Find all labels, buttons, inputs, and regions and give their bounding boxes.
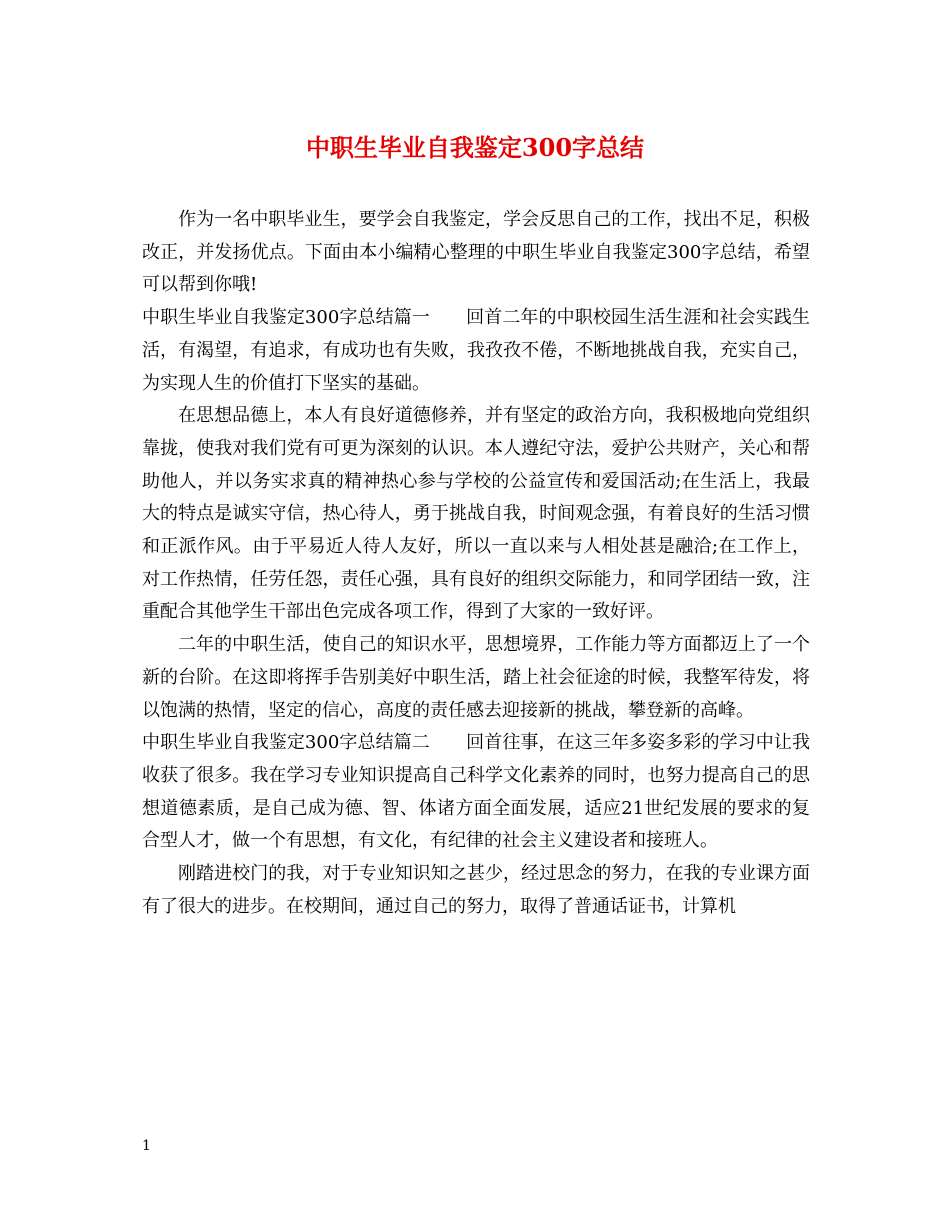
document-title: 中职生毕业自我鉴定300字总结 [305,133,645,162]
paragraph-section-two: 中职生毕业自我鉴定300字总结篇二 回首往事，在这三年多姿多彩的学习中让我收获了很多。我在学习专业知识提高自己科学文化素养的同时，也努力提高自己的思想道德素质，是自己成为德、智、体诸方面全面发展，适应21世纪发展的要求的复合型人才，做一个有思想，有文化，有纪律的社会主义建设者和接班人。 [142,732,810,852]
document-body [142,204,810,923]
paragraph-intro: 作为一名中职毕业生，要学会自我鉴定，学会反思自己的工作，找出不足，积极改正，并发扬优点。下面由本小编精心整理的中职生毕业自我鉴定300字总结，希望可以帮到你哦! [142,209,810,296]
paragraph-entering-school: 刚踏进校门的我，对于专业知识知之甚少，经过思念的努力，在我的专业课方面有了很大的进步。在校期间，通过自己的努力，取得了普通话证书，计算机 [142,863,810,917]
paragraph-two-years: 二年的中职生活，使自己的知识水平，思想境界，工作能力等方面都迈上了一个新的台阶。在这即将挥手告别美好中职生活，踏上社会征途的时候，我整军待发，将以饱满的热情，坚定的信心，高度的责任感去迎接新的挑战，攀登新的高峰。 [142,634,810,721]
paragraph-moral-character: 在思想品德上，本人有良好道德修养，并有坚定的政治方向，我积极地向党组织靠拢，使我对我们党有可更为深刻的认识。本人遵纪守法，爱护公共财产，关心和帮助他人，并以务实求真的精神热心参与学校的公益宣传和爱国活动;在生活上，我最大的特点是诚实守信，热心待人，勇于挑战自我，时间观念强，有着良好的生活习惯和正派作风。由于平易近人待人友好，所以一直以来与人相处甚是融洽;在工作上，对工作热情，任劳任怨，责任心强，具有良好的组织交际能力，和同学团结一致，注重配合其他学生干部出色完成各项工作，得到了大家的一致好评。 [142,405,810,623]
paragraph-section-one: 中职生毕业自我鉴定300字总结篇一 回首二年的中职校园生活生涯和社会实践生活，有渴望，有追求，有成功也有失败，我孜孜不倦，不断地挑战自我，充实自己，为实现人生的价值打下坚实的基础。 [142,307,810,394]
page-number: 1 [142,1138,151,1154]
